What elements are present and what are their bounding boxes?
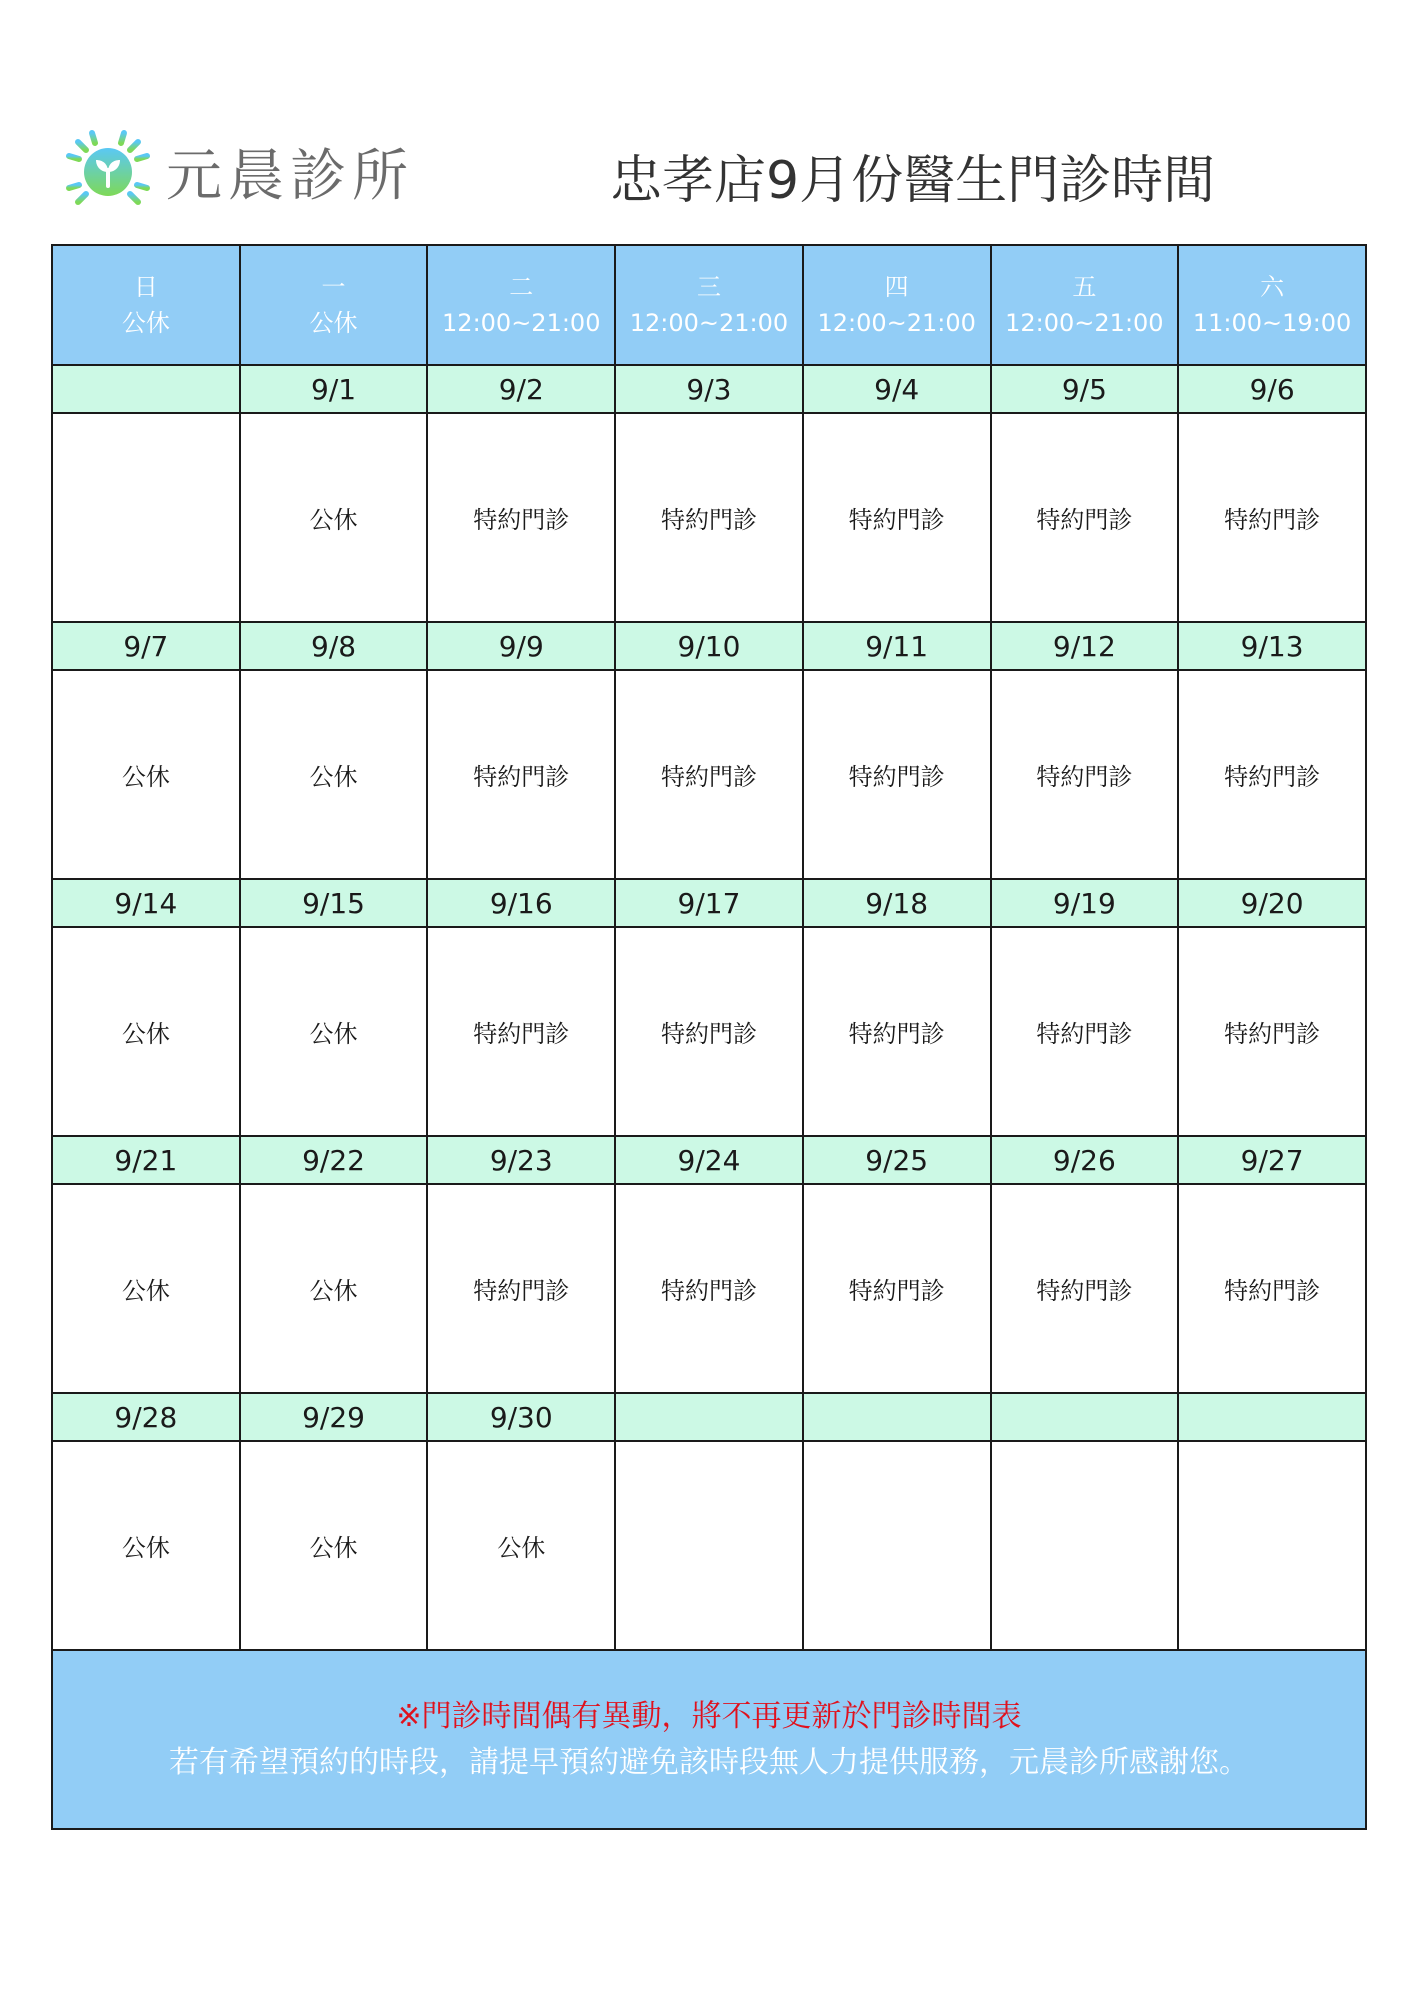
weekday-name: 五 (1072, 273, 1097, 301)
date-cell: 9/10 (615, 622, 803, 670)
date-row (52, 622, 1366, 670)
weekday-name: 二 (509, 273, 534, 301)
date-row (52, 1136, 1366, 1184)
date-cell: 9/26 (991, 1136, 1179, 1184)
date-cell: 9/21 (52, 1136, 240, 1184)
status-cell (52, 413, 240, 622)
status-cell (615, 1441, 803, 1650)
date-cell (52, 365, 240, 413)
status-cell: 特約門診 (991, 413, 1179, 622)
weekday-hours: 12:00~21:00 (629, 309, 789, 337)
weekday-header-sun (52, 245, 240, 365)
date-cell: 9/16 (427, 879, 615, 927)
status-cell (803, 1441, 991, 1650)
sun-sprout-icon (60, 124, 156, 220)
status-cell (991, 1441, 1179, 1650)
footer-row (52, 1650, 1366, 1829)
weekday-header-thu (803, 245, 991, 365)
status-cell (1178, 1441, 1366, 1650)
status-cell: 特約門診 (615, 1184, 803, 1393)
weekday-hours: 11:00~19:00 (1192, 309, 1352, 337)
status-cell: 特約門診 (803, 927, 991, 1136)
date-cell: 9/15 (240, 879, 428, 927)
status-cell: 特約門診 (991, 670, 1179, 879)
weekday-hours: 12:00~21:00 (442, 309, 601, 337)
status-cell: 特約門診 (1178, 927, 1366, 1136)
date-cell: 9/25 (803, 1136, 991, 1184)
status-cell: 公休 (52, 1184, 240, 1393)
date-cell: 9/14 (52, 879, 240, 927)
date-cell: 9/1 (240, 365, 428, 413)
weekday-header-row (52, 245, 1366, 365)
status-cell: 公休 (240, 413, 428, 622)
date-cell: 9/24 (615, 1136, 803, 1184)
date-cell: 9/12 (991, 622, 1179, 670)
date-cell: 9/4 (803, 365, 991, 413)
weekday-header-sat (1178, 245, 1366, 365)
status-cell: 公休 (52, 927, 240, 1136)
status-cell: 特約門診 (991, 1184, 1179, 1393)
clinic-logo (60, 124, 414, 220)
status-cell: 特約門診 (991, 927, 1179, 1136)
weekday-hours: 12:00~21:00 (817, 309, 976, 337)
status-cell: 特約門診 (803, 670, 991, 879)
date-cell (615, 1393, 803, 1441)
date-cell: 9/29 (240, 1393, 428, 1441)
date-cell: 9/3 (615, 365, 803, 413)
date-cell: 9/13 (1178, 622, 1366, 670)
status-cell: 公休 (240, 670, 428, 879)
status-cell: 公休 (240, 1441, 428, 1650)
weekday-name: 三 (696, 273, 721, 301)
status-cell: 特約門診 (427, 927, 615, 1136)
weekday-name: 四 (884, 273, 909, 301)
weekday-header-fri (991, 245, 1179, 365)
date-cell: 9/20 (1178, 879, 1366, 927)
date-row (52, 1393, 1366, 1441)
date-cell: 9/5 (991, 365, 1179, 413)
footer-notice-box (52, 1650, 1366, 1829)
date-cell: 9/8 (240, 622, 428, 670)
date-cell: 9/28 (52, 1393, 240, 1441)
schedule-change-notice: ※門診時間偶有異動，將不再更新於門診時間表 (396, 1698, 1022, 1734)
clinic-name: 元晨診所 (166, 144, 414, 209)
status-cell: 特約門診 (615, 927, 803, 1136)
date-cell: 9/23 (427, 1136, 615, 1184)
status-cell: 公休 (52, 1441, 240, 1650)
date-cell: 9/9 (427, 622, 615, 670)
weekday-hours: 12:00~21:00 (1005, 309, 1164, 337)
weekday-name: 日 (133, 273, 158, 301)
date-cell: 9/7 (52, 622, 240, 670)
weekday-hours: 公休 (121, 309, 170, 337)
date-cell (991, 1393, 1179, 1441)
status-cell: 特約門診 (427, 413, 615, 622)
status-cell: 特約門診 (427, 670, 615, 879)
status-cell: 特約門診 (803, 1184, 991, 1393)
booking-thanks-message: 若有希望預約的時段，請提早預約避免該時段無人力提供服務，元晨診所感謝您。 (169, 1744, 1249, 1780)
status-cell: 特約門診 (803, 413, 991, 622)
status-cell: 特約門診 (1178, 413, 1366, 622)
date-cell (803, 1393, 991, 1441)
status-row (52, 670, 1366, 879)
status-cell: 特約門診 (615, 413, 803, 622)
date-cell: 9/11 (803, 622, 991, 670)
date-cell: 9/18 (803, 879, 991, 927)
page-title: 忠孝店9月份醫生門診時間 (610, 151, 1216, 211)
status-cell: 公休 (52, 670, 240, 879)
date-cell (1178, 1393, 1366, 1441)
status-row (52, 1184, 1366, 1393)
date-row (52, 879, 1366, 927)
status-cell: 公休 (240, 927, 428, 1136)
status-cell: 特約門診 (427, 1184, 615, 1393)
date-cell: 9/27 (1178, 1136, 1366, 1184)
status-cell: 公休 (427, 1441, 615, 1650)
date-cell: 9/6 (1178, 365, 1366, 413)
date-cell: 9/19 (991, 879, 1179, 927)
status-cell: 特約門診 (615, 670, 803, 879)
date-row (52, 365, 1366, 413)
status-cell: 公休 (240, 1184, 428, 1393)
weekday-header-tue (427, 245, 615, 365)
status-cell: 特約門診 (1178, 670, 1366, 879)
schedule-calendar (51, 244, 1367, 1830)
status-row (52, 927, 1366, 1136)
status-row (52, 1441, 1366, 1650)
weekday-header-wed (615, 245, 803, 365)
weekday-header-mon (240, 245, 428, 365)
weekday-name: 一 (321, 273, 346, 301)
weekday-hours: 公休 (309, 309, 358, 337)
date-cell: 9/17 (615, 879, 803, 927)
status-row (52, 413, 1366, 622)
date-cell: 9/2 (427, 365, 615, 413)
date-cell: 9/22 (240, 1136, 428, 1184)
status-cell: 特約門診 (1178, 1184, 1366, 1393)
date-cell: 9/30 (427, 1393, 615, 1441)
weekday-name: 六 (1260, 273, 1285, 301)
